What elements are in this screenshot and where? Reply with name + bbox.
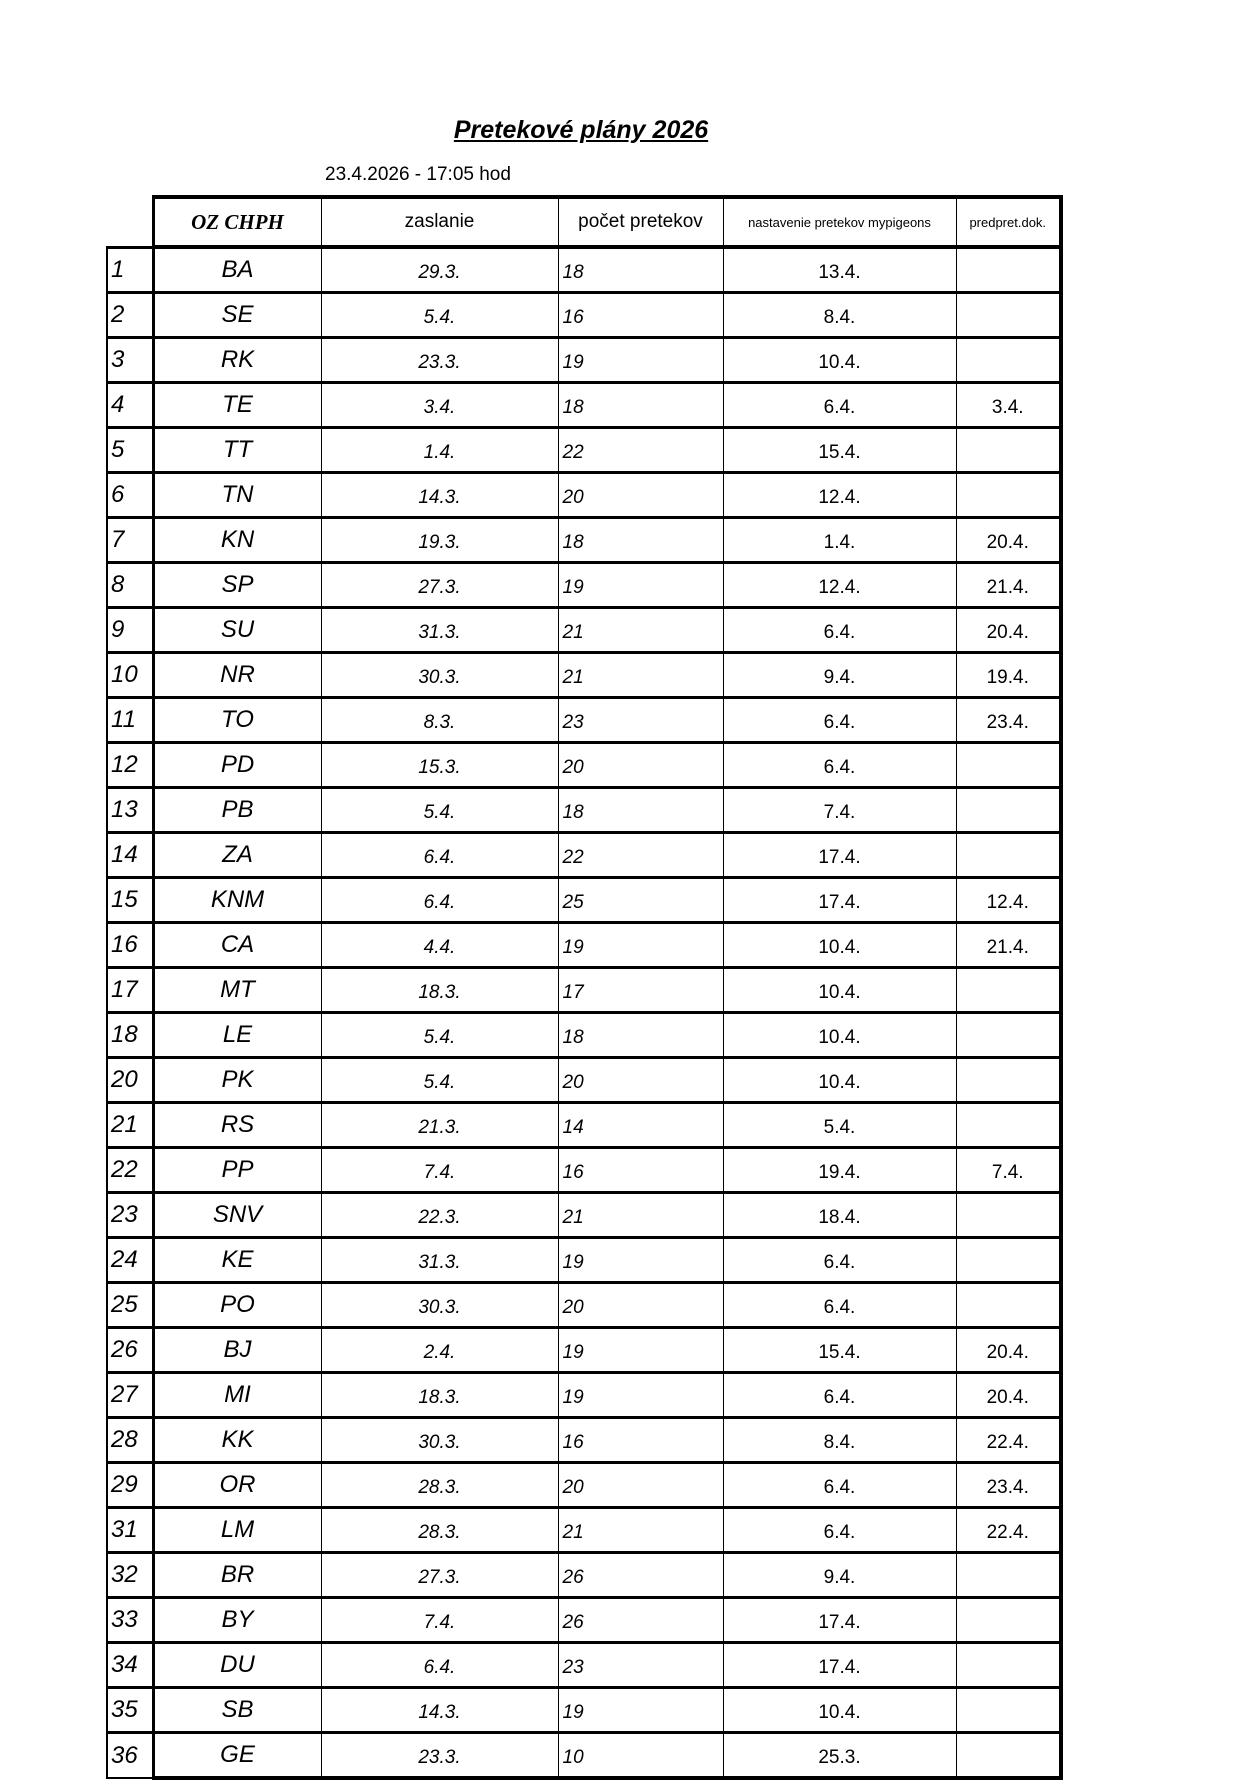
- pocet-pretekov-cell: 19: [558, 1688, 723, 1733]
- predpret-dok-cell: 20.4.: [956, 1328, 1061, 1373]
- zaslanie-cell: 6.4.: [321, 1643, 558, 1688]
- zaslanie-cell: 30.3.: [321, 1283, 558, 1328]
- row-index-cell: 16: [107, 923, 153, 968]
- table-row: [107, 878, 1061, 923]
- pocet-pretekov-cell: 19: [558, 1328, 723, 1373]
- nastavenie-cell: 17.4.: [723, 878, 956, 923]
- predpret-dok-cell: 20.4.: [956, 608, 1061, 653]
- table-row: [107, 1418, 1061, 1463]
- table-row: [107, 788, 1061, 833]
- header-nastavenie: nastavenie pretekov mypigeons: [723, 197, 956, 247]
- row-index-cell: 15: [107, 878, 153, 923]
- row-index-cell: 6: [107, 473, 153, 518]
- predpret-dok-cell: [956, 1643, 1061, 1688]
- race-plan-table: [106, 195, 1063, 1780]
- row-index-cell: 27: [107, 1373, 153, 1418]
- pocet-pretekov-cell: 20: [558, 473, 723, 518]
- row-index-cell: 17: [107, 968, 153, 1013]
- predpret-dok-cell: 12.4.: [956, 878, 1061, 923]
- table-row: [107, 1553, 1061, 1598]
- oz-code-cell: PB: [153, 788, 321, 833]
- zaslanie-cell: 22.3.: [321, 1193, 558, 1238]
- predpret-dok-cell: [956, 1103, 1061, 1148]
- nastavenie-cell: 5.4.: [723, 1103, 956, 1148]
- pocet-pretekov-cell: 14: [558, 1103, 723, 1148]
- oz-code-cell: KN: [153, 518, 321, 563]
- pocet-pretekov-cell: 19: [558, 1373, 723, 1418]
- pocet-pretekov-cell: 25: [558, 878, 723, 923]
- oz-code-cell: KE: [153, 1238, 321, 1283]
- oz-code-cell: MT: [153, 968, 321, 1013]
- header-pocet: počet pretekov: [558, 197, 723, 247]
- predpret-dok-cell: 19.4.: [956, 653, 1061, 698]
- pocet-pretekov-cell: 17: [558, 968, 723, 1013]
- pocet-pretekov-cell: 26: [558, 1598, 723, 1643]
- oz-code-cell: RK: [153, 338, 321, 383]
- table-row: [107, 1328, 1061, 1373]
- predpret-dok-cell: [956, 1013, 1061, 1058]
- nastavenie-cell: 17.4.: [723, 833, 956, 878]
- row-index-cell: 14: [107, 833, 153, 878]
- predpret-dok-cell: 22.4.: [956, 1418, 1061, 1463]
- header-row: [107, 197, 1061, 247]
- zaslanie-cell: 6.4.: [321, 878, 558, 923]
- nastavenie-cell: 9.4.: [723, 653, 956, 698]
- pocet-pretekov-cell: 18: [558, 383, 723, 428]
- zaslanie-cell: 23.3.: [321, 338, 558, 383]
- table-row: [107, 1013, 1061, 1058]
- nastavenie-cell: 10.4.: [723, 1058, 956, 1103]
- predpret-dok-cell: 23.4.: [956, 698, 1061, 743]
- row-index-cell: 5: [107, 428, 153, 473]
- oz-code-cell: BJ: [153, 1328, 321, 1373]
- oz-code-cell: PD: [153, 743, 321, 788]
- nastavenie-cell: 6.4.: [723, 1463, 956, 1508]
- predpret-dok-cell: [956, 247, 1061, 293]
- table-row: [107, 1148, 1061, 1193]
- predpret-dok-cell: [956, 743, 1061, 788]
- pocet-pretekov-cell: 21: [558, 653, 723, 698]
- zaslanie-cell: 5.4.: [321, 1013, 558, 1058]
- table-row: [107, 1103, 1061, 1148]
- oz-code-cell: SB: [153, 1688, 321, 1733]
- table-row: [107, 518, 1061, 563]
- nastavenie-cell: 1.4.: [723, 518, 956, 563]
- pocet-pretekov-cell: 23: [558, 1643, 723, 1688]
- table-row: [107, 698, 1061, 743]
- oz-code-cell: MI: [153, 1373, 321, 1418]
- oz-code-cell: GE: [153, 1733, 321, 1779]
- table-row: [107, 338, 1061, 383]
- table-row: [107, 1373, 1061, 1418]
- row-index-cell: 28: [107, 1418, 153, 1463]
- pocet-pretekov-cell: 21: [558, 1193, 723, 1238]
- nastavenie-cell: 8.4.: [723, 1418, 956, 1463]
- pocet-pretekov-cell: 16: [558, 1148, 723, 1193]
- table-row: [107, 1733, 1061, 1779]
- zaslanie-cell: 5.4.: [321, 1058, 558, 1103]
- nastavenie-cell: 6.4.: [723, 1238, 956, 1283]
- zaslanie-cell: 27.3.: [321, 563, 558, 608]
- row-index-cell: 29: [107, 1463, 153, 1508]
- pocet-pretekov-cell: 18: [558, 788, 723, 833]
- predpret-dok-cell: [956, 1193, 1061, 1238]
- predpret-dok-cell: 7.4.: [956, 1148, 1061, 1193]
- nastavenie-cell: 10.4.: [723, 968, 956, 1013]
- predpret-dok-cell: [956, 833, 1061, 878]
- zaslanie-cell: 8.3.: [321, 698, 558, 743]
- predpret-dok-cell: [956, 293, 1061, 338]
- table-row: [107, 923, 1061, 968]
- zaslanie-cell: 19.3.: [321, 518, 558, 563]
- oz-code-cell: BR: [153, 1553, 321, 1598]
- pocet-pretekov-cell: 18: [558, 247, 723, 293]
- table-row: [107, 563, 1061, 608]
- row-index-cell: 33: [107, 1598, 153, 1643]
- oz-code-cell: TT: [153, 428, 321, 473]
- table-row: [107, 1238, 1061, 1283]
- nastavenie-cell: 6.4.: [723, 1283, 956, 1328]
- table-row: [107, 653, 1061, 698]
- pocet-pretekov-cell: 21: [558, 1508, 723, 1553]
- nastavenie-cell: 15.4.: [723, 428, 956, 473]
- oz-code-cell: SU: [153, 608, 321, 653]
- predpret-dok-cell: [956, 1688, 1061, 1733]
- nastavenie-cell: 9.4.: [723, 1553, 956, 1598]
- zaslanie-cell: 5.4.: [321, 293, 558, 338]
- header-oz: OZ CHPH: [153, 197, 321, 247]
- nastavenie-cell: 15.4.: [723, 1328, 956, 1373]
- predpret-dok-cell: [956, 1238, 1061, 1283]
- predpret-dok-cell: [956, 1733, 1061, 1779]
- predpret-dok-cell: [956, 473, 1061, 518]
- table-row: [107, 383, 1061, 428]
- pocet-pretekov-cell: 20: [558, 1463, 723, 1508]
- oz-code-cell: DU: [153, 1643, 321, 1688]
- row-index-cell: 34: [107, 1643, 153, 1688]
- table-row: [107, 293, 1061, 338]
- table-row: [107, 1508, 1061, 1553]
- nastavenie-cell: 6.4.: [723, 743, 956, 788]
- row-index-cell: 32: [107, 1553, 153, 1598]
- nastavenie-cell: 12.4.: [723, 473, 956, 518]
- predpret-dok-cell: [956, 428, 1061, 473]
- zaslanie-cell: 23.3.: [321, 1733, 558, 1779]
- row-index-cell: 24: [107, 1238, 153, 1283]
- pocet-pretekov-cell: 18: [558, 518, 723, 563]
- zaslanie-cell: 7.4.: [321, 1598, 558, 1643]
- pocet-pretekov-cell: 22: [558, 428, 723, 473]
- row-index-cell: 35: [107, 1688, 153, 1733]
- nastavenie-cell: 12.4.: [723, 563, 956, 608]
- zaslanie-cell: 28.3.: [321, 1508, 558, 1553]
- oz-code-cell: LM: [153, 1508, 321, 1553]
- pocet-pretekov-cell: 10: [558, 1733, 723, 1779]
- predpret-dok-cell: [956, 1553, 1061, 1598]
- zaslanie-cell: 31.3.: [321, 608, 558, 653]
- predpret-dok-cell: 21.4.: [956, 923, 1061, 968]
- zaslanie-cell: 2.4.: [321, 1328, 558, 1373]
- row-index-cell: 7: [107, 518, 153, 563]
- oz-code-cell: PO: [153, 1283, 321, 1328]
- pocet-pretekov-cell: 20: [558, 1058, 723, 1103]
- nastavenie-cell: 8.4.: [723, 293, 956, 338]
- zaslanie-cell: 6.4.: [321, 833, 558, 878]
- pocet-pretekov-cell: 16: [558, 293, 723, 338]
- oz-code-cell: BY: [153, 1598, 321, 1643]
- nastavenie-cell: 6.4.: [723, 1373, 956, 1418]
- zaslanie-cell: 14.3.: [321, 1688, 558, 1733]
- oz-code-cell: ZA: [153, 833, 321, 878]
- row-index-cell: 1: [107, 247, 153, 293]
- row-index-cell: 2: [107, 293, 153, 338]
- nastavenie-cell: 25.3.: [723, 1733, 956, 1779]
- zaslanie-cell: 29.3.: [321, 247, 558, 293]
- nastavenie-cell: 10.4.: [723, 1688, 956, 1733]
- pocet-pretekov-cell: 20: [558, 743, 723, 788]
- zaslanie-cell: 1.4.: [321, 428, 558, 473]
- row-index-cell: 10: [107, 653, 153, 698]
- predpret-dok-cell: [956, 1283, 1061, 1328]
- oz-code-cell: SNV: [153, 1193, 321, 1238]
- oz-code-cell: PK: [153, 1058, 321, 1103]
- pocet-pretekov-cell: 16: [558, 1418, 723, 1463]
- table-row: [107, 833, 1061, 878]
- predpret-dok-cell: 22.4.: [956, 1508, 1061, 1553]
- pocet-pretekov-cell: 23: [558, 698, 723, 743]
- table-row: [107, 1463, 1061, 1508]
- pocet-pretekov-cell: 22: [558, 833, 723, 878]
- header-predpret: predpret.dok.: [956, 197, 1061, 247]
- nastavenie-cell: 6.4.: [723, 698, 956, 743]
- oz-code-cell: OR: [153, 1463, 321, 1508]
- zaslanie-cell: 28.3.: [321, 1463, 558, 1508]
- zaslanie-cell: 21.3.: [321, 1103, 558, 1148]
- nastavenie-cell: 19.4.: [723, 1148, 956, 1193]
- pocet-pretekov-cell: 19: [558, 563, 723, 608]
- nastavenie-cell: 10.4.: [723, 923, 956, 968]
- row-index-cell: 31: [107, 1508, 153, 1553]
- predpret-dok-cell: [956, 1598, 1061, 1643]
- nastavenie-cell: 10.4.: [723, 1013, 956, 1058]
- zaslanie-cell: 18.3.: [321, 968, 558, 1013]
- row-index-cell: 9: [107, 608, 153, 653]
- table-row: [107, 473, 1061, 518]
- zaslanie-cell: 3.4.: [321, 383, 558, 428]
- predpret-dok-cell: [956, 338, 1061, 383]
- nastavenie-cell: 17.4.: [723, 1598, 956, 1643]
- table-row: [107, 247, 1061, 293]
- row-index-cell: 18: [107, 1013, 153, 1058]
- table-row: [107, 743, 1061, 788]
- zaslanie-cell: 27.3.: [321, 1553, 558, 1598]
- pocet-pretekov-cell: 18: [558, 1013, 723, 1058]
- nastavenie-cell: 13.4.: [723, 247, 956, 293]
- zaslanie-cell: 30.3.: [321, 1418, 558, 1463]
- row-index-cell: 8: [107, 563, 153, 608]
- predpret-dok-cell: 3.4.: [956, 383, 1061, 428]
- oz-code-cell: TE: [153, 383, 321, 428]
- predpret-dok-cell: 21.4.: [956, 563, 1061, 608]
- oz-code-cell: NR: [153, 653, 321, 698]
- table-row: [107, 1598, 1061, 1643]
- row-index-cell: 26: [107, 1328, 153, 1373]
- nastavenie-cell: 6.4.: [723, 608, 956, 653]
- row-index-cell: 20: [107, 1058, 153, 1103]
- page-title: Pretekové plány 2026: [453, 116, 709, 144]
- oz-code-cell: KK: [153, 1418, 321, 1463]
- zaslanie-cell: 4.4.: [321, 923, 558, 968]
- nastavenie-cell: 6.4.: [723, 1508, 956, 1553]
- predpret-dok-cell: 20.4.: [956, 518, 1061, 563]
- row-index-cell: 36: [107, 1733, 153, 1779]
- nastavenie-cell: 6.4.: [723, 383, 956, 428]
- oz-code-cell: PP: [153, 1148, 321, 1193]
- row-index-cell: 25: [107, 1283, 153, 1328]
- nastavenie-cell: 17.4.: [723, 1643, 956, 1688]
- predpret-dok-cell: [956, 788, 1061, 833]
- oz-code-cell: TN: [153, 473, 321, 518]
- row-index-cell: 21: [107, 1103, 153, 1148]
- timestamp: 23.4.2026 - 17:05 hod: [325, 164, 511, 185]
- header-index: [107, 197, 153, 247]
- table-row: [107, 1058, 1061, 1103]
- zaslanie-cell: 5.4.: [321, 788, 558, 833]
- table-row: [107, 1643, 1061, 1688]
- row-index-cell: 23: [107, 1193, 153, 1238]
- row-index-cell: 22: [107, 1148, 153, 1193]
- pocet-pretekov-cell: 19: [558, 338, 723, 383]
- row-index-cell: 3: [107, 338, 153, 383]
- predpret-dok-cell: [956, 1058, 1061, 1103]
- oz-code-cell: BA: [153, 247, 321, 293]
- row-index-cell: 13: [107, 788, 153, 833]
- table-row: [107, 1283, 1061, 1328]
- oz-code-cell: CA: [153, 923, 321, 968]
- table-row: [107, 608, 1061, 653]
- table-row: [107, 428, 1061, 473]
- predpret-dok-cell: [956, 968, 1061, 1013]
- zaslanie-cell: 15.3.: [321, 743, 558, 788]
- row-index-cell: 11: [107, 698, 153, 743]
- table-row: [107, 968, 1061, 1013]
- predpret-dok-cell: 20.4.: [956, 1373, 1061, 1418]
- header-zaslanie: zaslanie: [321, 197, 558, 247]
- oz-code-cell: SP: [153, 563, 321, 608]
- table-row: [107, 1193, 1061, 1238]
- row-index-cell: 4: [107, 383, 153, 428]
- predpret-dok-cell: 23.4.: [956, 1463, 1061, 1508]
- zaslanie-cell: 14.3.: [321, 473, 558, 518]
- pocet-pretekov-cell: 19: [558, 1238, 723, 1283]
- zaslanie-cell: 18.3.: [321, 1373, 558, 1418]
- zaslanie-cell: 7.4.: [321, 1148, 558, 1193]
- pocet-pretekov-cell: 19: [558, 923, 723, 968]
- nastavenie-cell: 10.4.: [723, 338, 956, 383]
- zaslanie-cell: 30.3.: [321, 653, 558, 698]
- pocet-pretekov-cell: 21: [558, 608, 723, 653]
- pocet-pretekov-cell: 26: [558, 1553, 723, 1598]
- table-row: [107, 1688, 1061, 1733]
- row-index-cell: 12: [107, 743, 153, 788]
- oz-code-cell: TO: [153, 698, 321, 743]
- nastavenie-cell: 18.4.: [723, 1193, 956, 1238]
- oz-code-cell: RS: [153, 1103, 321, 1148]
- oz-code-cell: SE: [153, 293, 321, 338]
- zaslanie-cell: 31.3.: [321, 1238, 558, 1283]
- nastavenie-cell: 7.4.: [723, 788, 956, 833]
- pocet-pretekov-cell: 20: [558, 1283, 723, 1328]
- oz-code-cell: KNM: [153, 878, 321, 923]
- oz-code-cell: LE: [153, 1013, 321, 1058]
